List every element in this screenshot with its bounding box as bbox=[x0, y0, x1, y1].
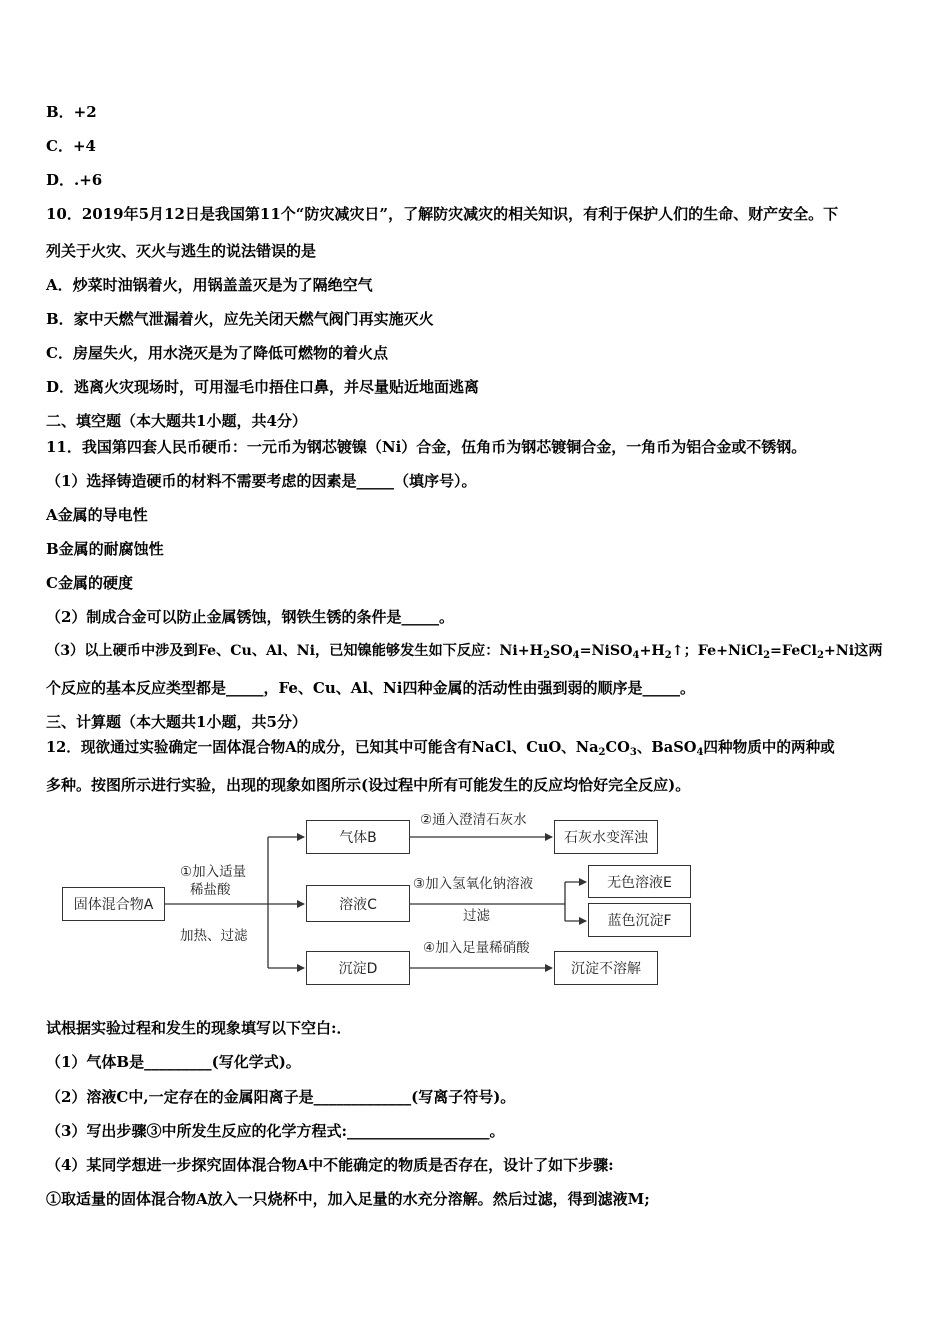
q10-option-b: B．家中天燃气泄漏着火，应先关闭天燃气阀门再实施灭火 bbox=[46, 310, 434, 328]
box-gas-b: 气体B bbox=[306, 820, 410, 854]
q11-stem: 11．我国第四套人民币硬币：一元币为钢芯镀镍（Ni）合金，伍角币为钢芯镀铜合金，一角币为铝合金或不锈钢。 bbox=[46, 438, 807, 456]
q12-stem-line1: 12．现欲通过实验确定一固体混合物A的成分，已知其中可能含有NaCl、CuO、$Na_2CO_3$、BaSO$_4$四种物质中的两种或 bbox=[46, 739, 835, 758]
section3-title: 三、计算题（本大题共1小题，共5分） bbox=[46, 713, 307, 731]
box-solution-c: 溶液C bbox=[306, 885, 410, 922]
label-step1-line3: 加热、过滤 bbox=[180, 928, 248, 944]
box-precip-f: 蓝色沉淀F bbox=[588, 903, 691, 937]
q10-stem-line2: 列关于火灾、灭火与逃生的说法错误的是 bbox=[46, 242, 317, 260]
experiment-flowchart bbox=[0, 800, 950, 1000]
q10-option-c: C．房屋失火，用水浇灭是为了降低可燃物的着火点 bbox=[46, 344, 388, 362]
q12-sub2: （2）溶液C中,一定存在的金属阳离子是_____________(写离子符号)。 bbox=[46, 1088, 516, 1106]
section2-title: 二、填空题（本大题共1小题，共4分） bbox=[46, 412, 307, 430]
q9-option-d: D．.+6 bbox=[46, 171, 103, 189]
q10-stem-line1: 10．2019年5月12日是我国第11个“防灾减灾日”，了解防灾减灾的相关知识，有利于保护人们的生命、财产安全。下 bbox=[46, 205, 839, 223]
label-step1-line1: ①加入适量 bbox=[180, 864, 247, 880]
q11-option-a: A金属的导电性 bbox=[46, 506, 148, 524]
q12-intro: 试根据实验过程和发生的现象填写以下空白:． bbox=[46, 1019, 352, 1037]
q10-option-a: A．炒菜时油锅着火，用锅盖盖灭是为了隔绝空气 bbox=[46, 276, 373, 294]
q12-sub4: （4）某同学想进一步探究固体混合物A中不能确定的物质是否存在，设计了如下步骤: bbox=[46, 1156, 614, 1174]
label-step2: ②通入澄清石灰水 bbox=[420, 812, 527, 828]
box-solution-e: 无色溶液E bbox=[588, 865, 691, 898]
box-limewater-result: 石灰水变浑浊 bbox=[554, 820, 658, 854]
q11-sub1: （1）选择铸造硬币的材料不需要考虑的因素是_____（填序号）。 bbox=[46, 472, 477, 490]
q11-option-b: B金属的耐腐蚀性 bbox=[46, 540, 164, 558]
q12-step1: ①取适量的固体混合物A放入一只烧杯中，加入足量的水充分溶解。然后过滤，得到滤液M; bbox=[46, 1190, 650, 1208]
q10-option-d: D．逃离火灾现场时，可用湿毛巾捂住口鼻，并尽量贴近地面逃离 bbox=[46, 378, 480, 396]
q12-stem-line2: 多种。按图所示进行实验，出现的现象如图所示(设过程中所有可能发生的反应均恰好完全反应)。 bbox=[46, 776, 691, 794]
q9-option-b: B．+2 bbox=[46, 103, 97, 121]
q11-sub3-line2: 个反应的基本反应类型都是_____，Fe、Cu、Al、Ni四种金属的活动性由强到弱的顺序是_____。 bbox=[46, 679, 695, 697]
q12-sub3: （3）写出步骤③中所发生反应的化学方程式:___________________。 bbox=[46, 1122, 505, 1140]
q12-sub1: （1）气体B是_________(写化学式)。 bbox=[46, 1053, 301, 1071]
q11-sub3-line1: （3）以上硬币中涉及到Fe、Cu、Al、Ni，已知镍能够发生如下反应：$Ni+H_2SO_4=NiSO_4+H_2↑$；Fe+NiCl$_2$=FeCl$_2$+Ni这两 bbox=[46, 643, 883, 661]
label-step3: ③加入氢氧化钠溶液 bbox=[413, 876, 534, 892]
label-step1-line2: 稀盐酸 bbox=[190, 882, 231, 898]
box-solid-a: 固体混合物A bbox=[62, 887, 165, 921]
label-step3-filter: 过滤 bbox=[463, 908, 490, 924]
box-no-dissolve: 沉淀不溶解 bbox=[554, 951, 658, 985]
q11-option-c: C金属的硬度 bbox=[46, 574, 133, 592]
q11-sub2: （2）制成合金可以防止金属锈蚀，钢铁生锈的条件是_____。 bbox=[46, 608, 454, 626]
q9-option-c: C．+4 bbox=[46, 137, 96, 155]
label-step4: ④加入足量稀硝酸 bbox=[423, 940, 530, 956]
box-precip-d: 沉淀D bbox=[306, 951, 410, 985]
